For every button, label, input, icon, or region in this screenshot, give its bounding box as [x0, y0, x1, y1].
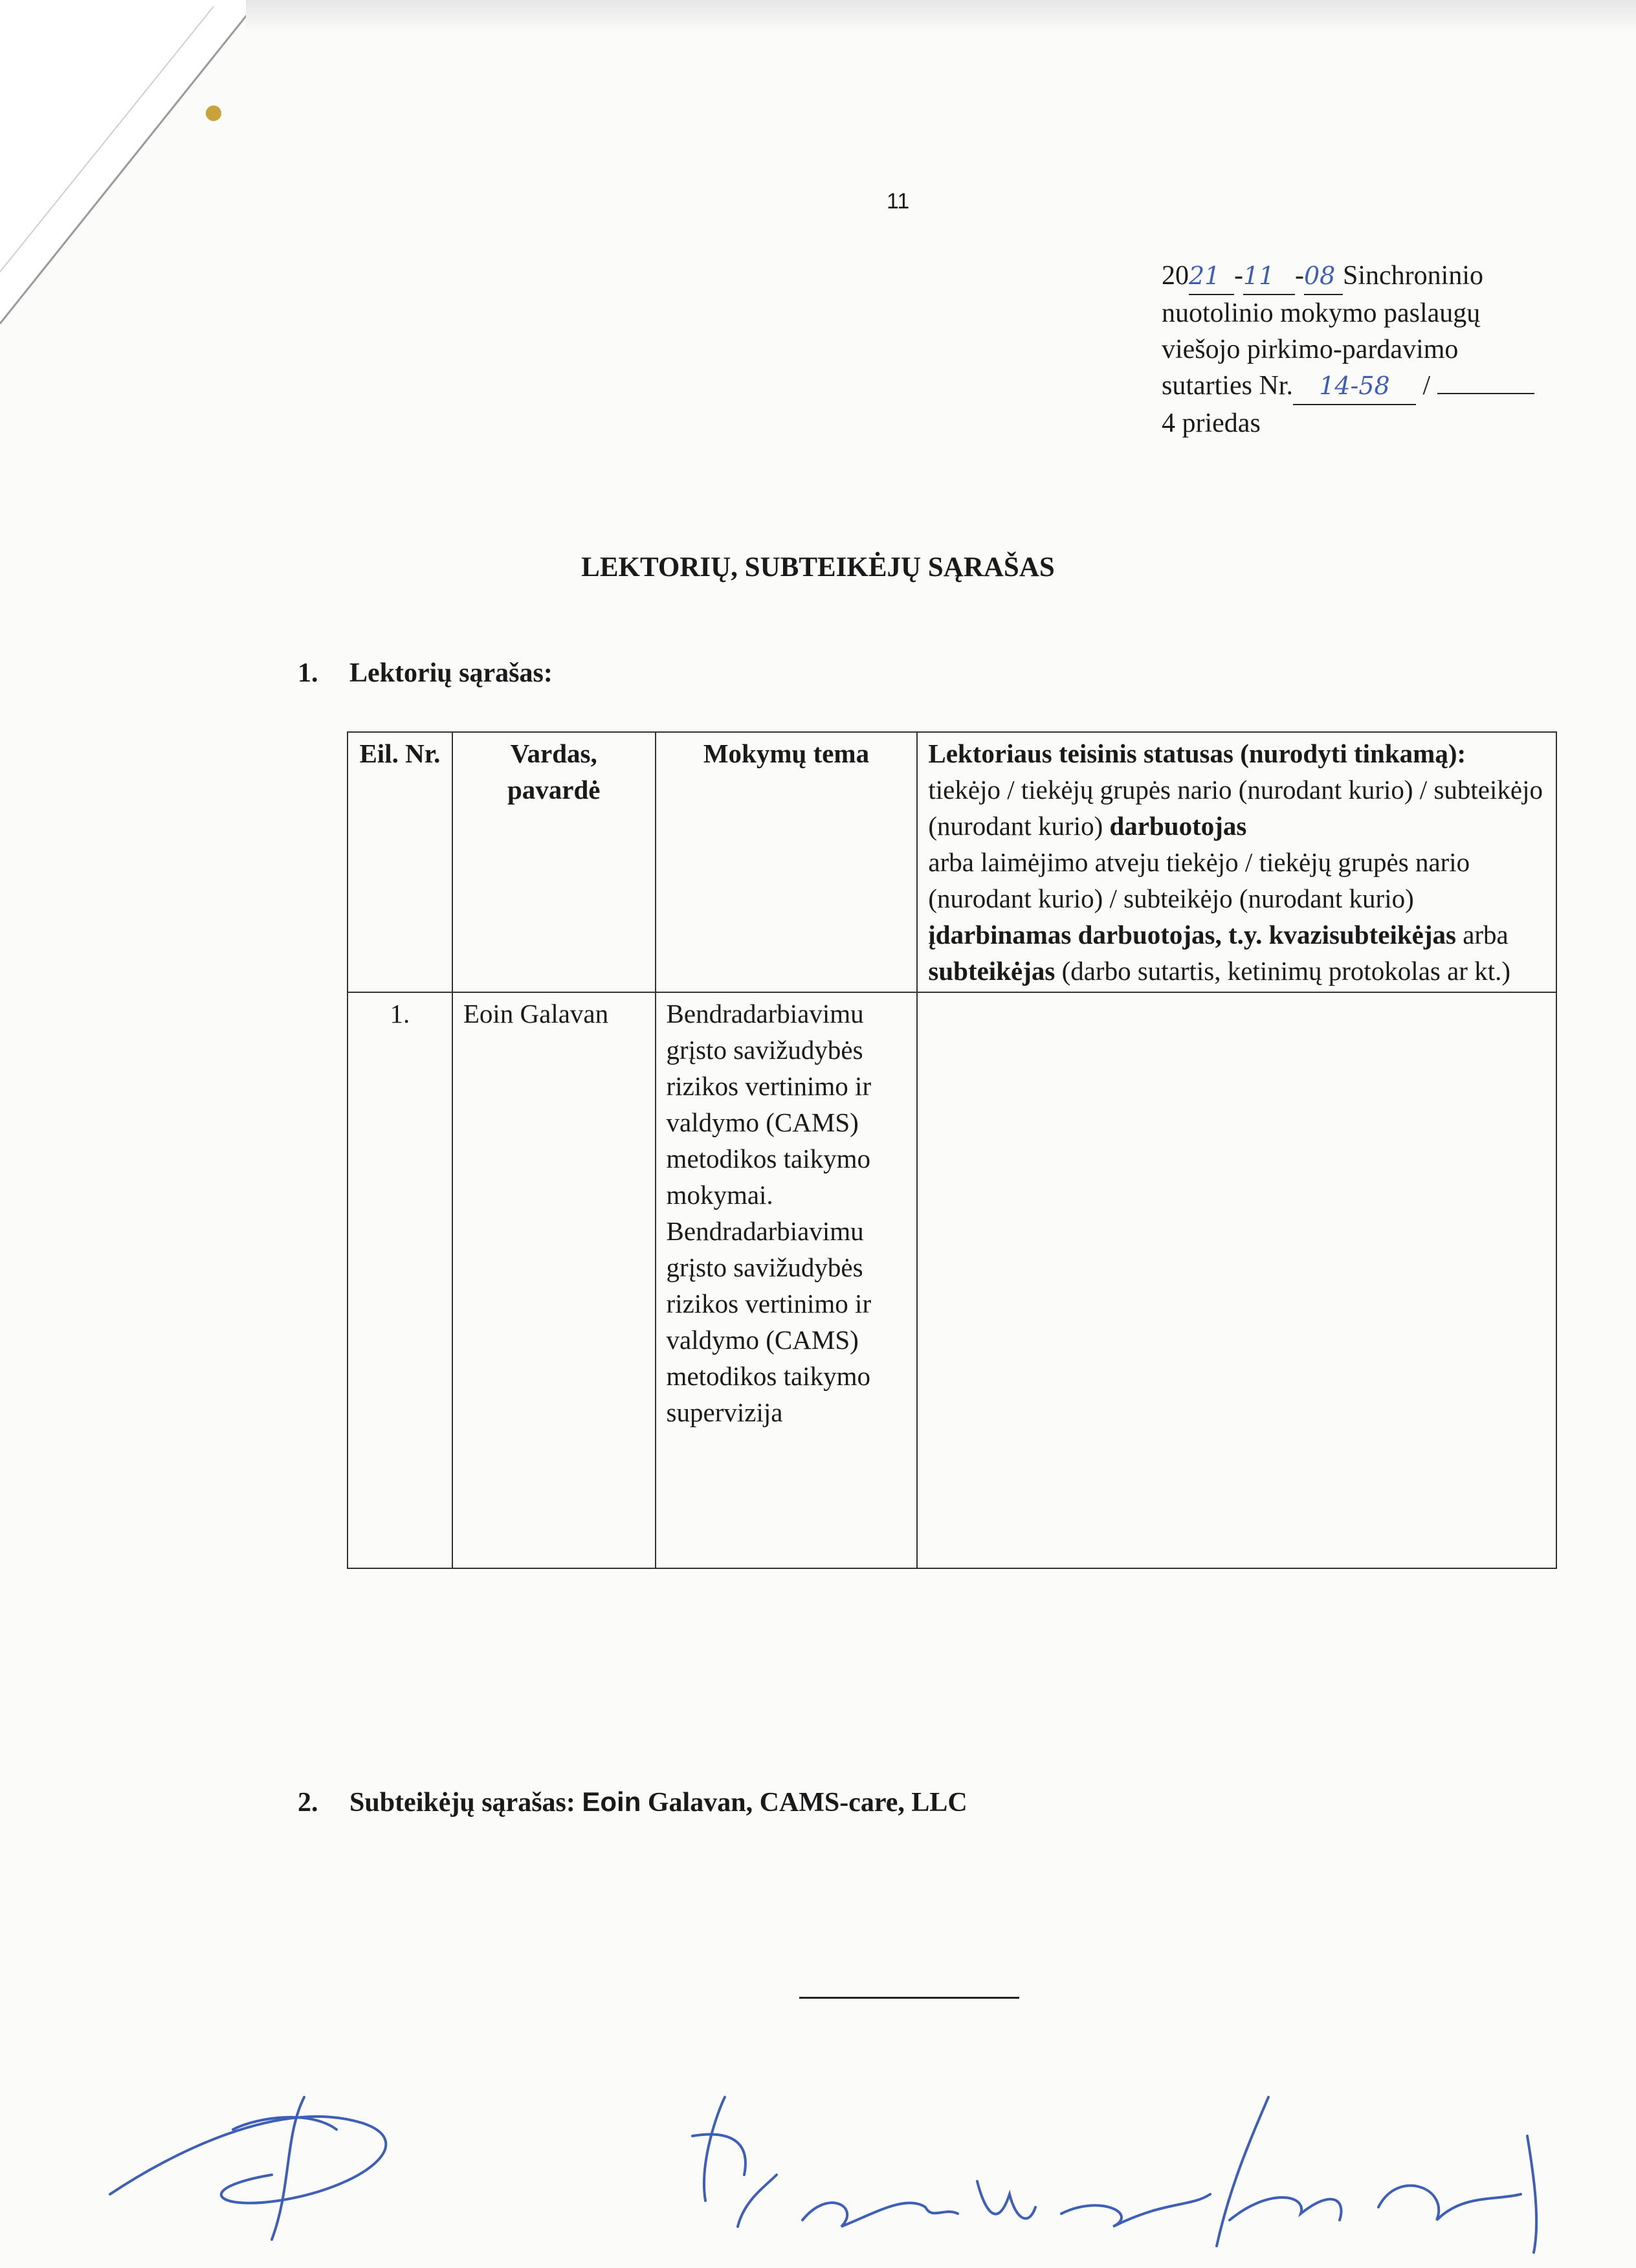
signatures — [0, 2058, 1636, 2268]
table-header-row — [348, 732, 1556, 992]
page-number: 11 — [887, 189, 910, 214]
lecturers-table — [347, 731, 1557, 1569]
folded-corner — [0, 0, 272, 337]
top-edge-shadow — [246, 0, 1636, 32]
subcontractor-value: Galavan, CAMS-care, LLC — [647, 1788, 967, 1818]
col-header-name: Vardas, pavardė — [452, 732, 656, 992]
header-line-2: nuotolinio mokymo paslaugų — [1162, 298, 1481, 328]
end-separator-line — [799, 1997, 1019, 1999]
signature-6 — [1230, 2197, 1342, 2220]
signature-3 — [802, 2203, 958, 2227]
subcontractor-first-name: Eoin — [582, 1786, 641, 1817]
signature-4 — [977, 2181, 1035, 2218]
header-line-3: viešojo pirkimo-pardavimo — [1162, 335, 1459, 364]
cell-name: Eoin Galavan — [452, 992, 656, 1568]
table-row — [348, 992, 1556, 1568]
header-line-4: sutarties Nr. 14-58 / — [1162, 368, 1534, 405]
col-header-topic: Mokymų tema — [656, 732, 918, 992]
cell-status — [917, 992, 1556, 1568]
signature-2 — [692, 2097, 777, 2227]
handwritten-month: 11 — [1243, 258, 1295, 295]
handwritten-day: 08 — [1304, 258, 1343, 295]
col-header-status: Lektoriaus teisinis statusas (nurodyti tinkamą): tiekėjo / tiekėjų grupės nario (nurodant kurio) / subteikėjo (nurodant kurio) darbuotojas arba laimėjimo atveju tiekėjo / tiekėjų grupės nario (nurodant kurio) / subteikėjo (nurodant kurio) įdarbinamas darbuotojas, t.y. kvazisubteikėjas arba subteikėjas (darbo sutartis, ketinimų protokolas ar kt.) — [917, 732, 1556, 992]
cell-number: 1. — [348, 992, 452, 1568]
header-line-1: 2021 -11 -08 Sinchroninio — [1162, 258, 1534, 295]
section-1-heading: 1. Lektorių sąrašas: — [298, 658, 553, 688]
header-line-5: 4 priedas — [1162, 408, 1261, 438]
document-title: LEKTORIŲ, SUBTEIKĖJŲ SĄRAŠAS — [581, 552, 1055, 583]
annex-header — [1162, 258, 1534, 441]
section-2-heading: 2. Subteikėjų sąrašas: Eoin Galavan, CAMS-care, LLC — [298, 1786, 967, 1818]
signature-7 — [1378, 2136, 1536, 2252]
contract-number-blank — [1437, 393, 1534, 394]
cell-topic: Bendradarbiavimu grįsto savižudybės rizikos vertinimo ir valdymo (CAMS) metodikos taikymo mokymai. Bendradarbiavimu grįsto savižudybės rizikos vertinimo ir valdymo (CAMS) metodikos taikymo supervizija — [656, 992, 918, 1568]
col-header-number: Eil. Nr. — [348, 732, 452, 992]
staple-icon — [206, 106, 221, 121]
signature-1 — [110, 2097, 386, 2240]
handwritten-contract-number: 14-58 — [1293, 368, 1416, 405]
signature-5 — [1061, 2097, 1268, 2246]
handwritten-year: 21 — [1189, 258, 1234, 295]
